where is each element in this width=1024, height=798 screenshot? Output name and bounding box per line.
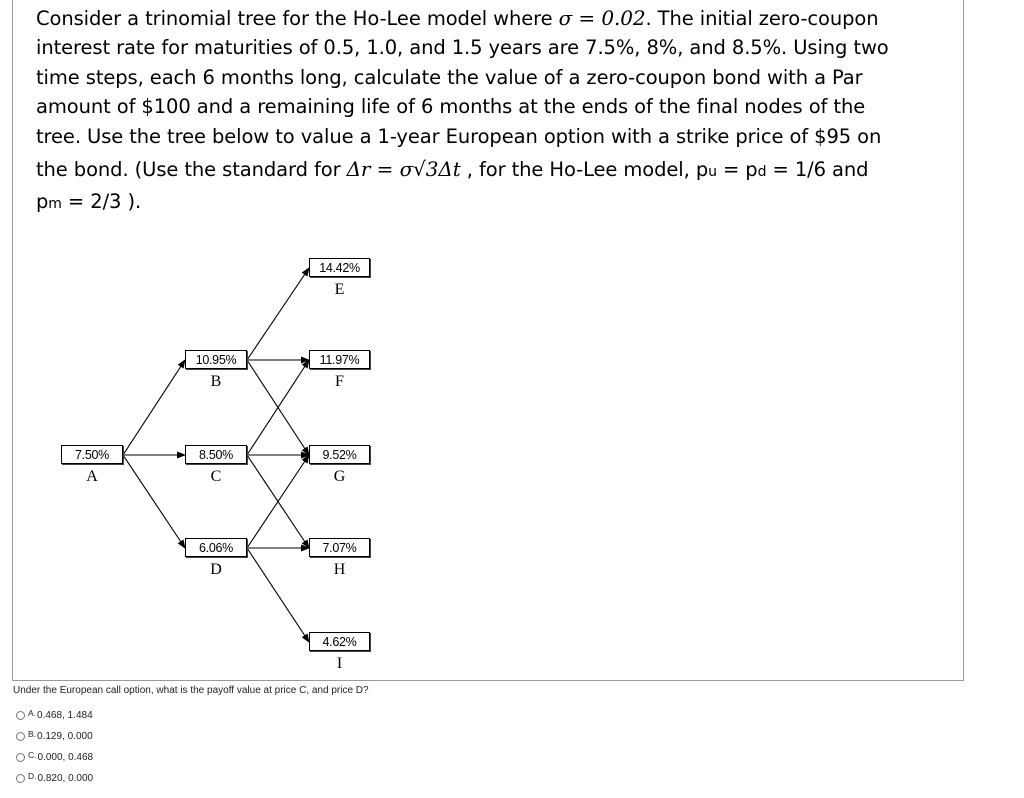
edge-a-b — [123, 360, 185, 455]
option-b[interactable]: B. 0.129, 0.000 — [16, 726, 93, 747]
node-a-label: A — [86, 468, 98, 485]
text-line-2: interest rate for maturities of 0.5, 1.0, and 1.5 years are 7.5%, 8%, and 8.5%. Using two — [36, 36, 889, 60]
node-g-label: G — [333, 468, 346, 485]
node-c-rate: 8.50% — [185, 445, 247, 464]
node-f-rate: 11.97% — [309, 350, 370, 369]
option-d[interactable]: D. 0.820, 0.000 — [16, 768, 93, 789]
node-g-rate: 9.52% — [309, 445, 370, 464]
node-i-label: I — [336, 655, 343, 672]
node-b-label: B — [210, 373, 222, 390]
text-line-6: the bond. (Use the standard for Δr = σ√3Δt , for the Ho-Lee model, pu = pd = 1/6 and — [36, 157, 869, 182]
option-c[interactable]: C. 0.000, 0.468 — [16, 747, 93, 768]
radio-icon[interactable] — [16, 774, 25, 783]
edge-d-i — [247, 548, 309, 642]
node-f-label: F — [335, 373, 344, 390]
node-e-rate: 14.42% — [309, 258, 370, 277]
node-h-label: H — [333, 561, 346, 578]
node-d-rate: 6.06% — [185, 538, 247, 557]
node-c-label: C — [210, 468, 222, 485]
text-line-3: time steps, each 6 months long, calculate the value of a zero-coupon bond with a Par — [36, 65, 863, 89]
text-line-4: amount of $100 and a remaining life of 6 months at the ends of the final nodes of the — [36, 95, 866, 119]
node-h-rate: 7.07% — [309, 538, 370, 557]
text-line-1: Consider a trinomial tree for the Ho-Lee model where σ = 0.02. The initial zero-coupon — [36, 6, 879, 30]
node-b-rate: 10.95% — [185, 350, 247, 369]
sigma-formula: σ = 0.02 — [558, 6, 646, 30]
node-d-label: D — [210, 561, 222, 578]
text-line-5: tree. Use the tree below to value a 1-year European option with a strike price of $95 on — [36, 124, 882, 148]
edge-b-e — [247, 268, 309, 360]
option-a-text: 0.468, 1.484 — [37, 710, 93, 721]
option-d-text: 0.820, 0.000 — [37, 773, 94, 784]
node-i-rate: 4.62% — [309, 632, 370, 651]
radio-icon[interactable] — [16, 753, 25, 762]
radio-icon[interactable] — [16, 711, 25, 720]
delta-r-formula: Δr = σ√3Δt — [346, 157, 461, 182]
text-line-7: pm = 2/3 ). — [36, 190, 142, 214]
option-b-text: 0.129, 0.000 — [37, 731, 93, 742]
edge-a-d — [123, 455, 185, 548]
answer-options — [16, 705, 93, 789]
option-a[interactable]: A. 0.468, 1.484 — [16, 705, 93, 726]
mc-question: Under the European call option, what is the payoff value at price C, and price D? — [13, 685, 369, 696]
node-e-label: E — [334, 281, 345, 298]
option-c-text: 0.000, 0.468 — [37, 752, 94, 763]
node-a-rate: 7.50% — [61, 445, 123, 464]
radio-icon[interactable] — [16, 732, 25, 741]
